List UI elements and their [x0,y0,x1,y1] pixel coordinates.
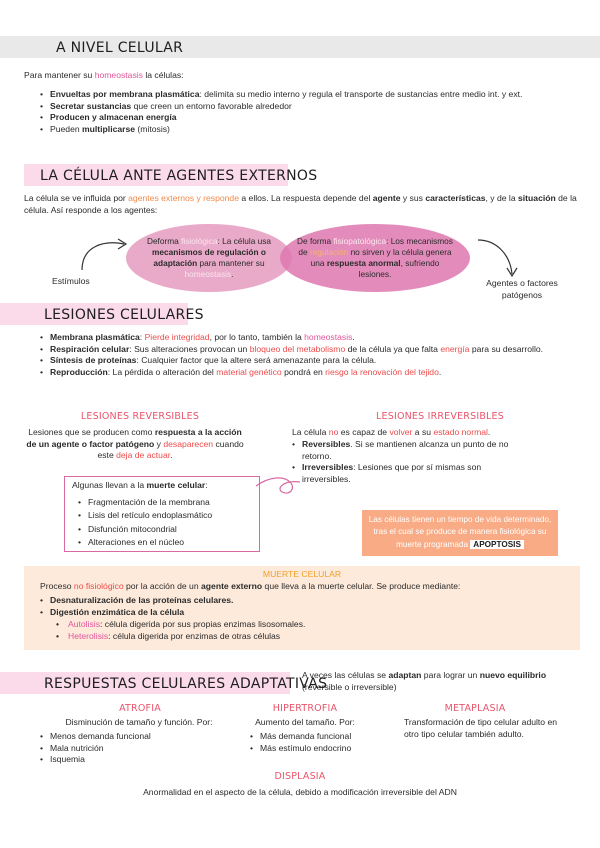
list-item: • Lisis del retículo endoplasmático [78,509,256,522]
reversibles-text: Lesiones que se producen como respuesta a la acción de un agente o factor patógeno y desaparecen cuando este deja de actuar. [26,427,244,461]
list-item: • Digestión enzimática de la célula [40,607,560,619]
list-item: • ◦ Heterolisis: célula digerida por enzimas de otras células [56,631,556,643]
list-item: • Más demanda funcional [250,731,400,743]
estimulos-label: Estímulos [52,276,90,286]
hipertrofia-title: HIPERTROFIA [272,703,338,714]
list-item: • Secretar sustancias que creen un entorno favorable alrededor [40,101,560,113]
digestion-types-list [56,619,556,642]
atrofia-desc: Disminución de tamaño y función. Por: [65,717,213,727]
list-item: • Menos demanda funcional [40,731,220,743]
irreversibles-title: LESIONES IRREVERSIBLES [376,411,504,422]
list-item: • Envueltas por membrana plasmática: delimita su medio interno y regula el transporte de sustancias entre medio int. y ext. [40,89,560,101]
adaptativas-side-text: A veces las células se adaptan para lograr un nuevo equilibrio (reversible o irreversible) [302,670,547,692]
muerte-celular-text: Proceso no fisiológico por la acción de un agente externo que lleva a la muerte celular. Se produce mediante: [40,581,461,591]
intro-text: Para mantener su homeostasis la células: [24,70,184,80]
apoptosis-box: Las células tienen un tiempo de vida determinado, tras el cual se produce de manera fisiológica su muerte programada APOPTOSIS [362,510,558,556]
reversibles-title: LESIONES REVERSIBLES [80,411,200,422]
list-item: • Isquemia [40,754,220,766]
atrofia-list [40,731,220,766]
agentes-label: Agentes o factores patógenos [486,278,558,300]
list-item: • Reproducción: La pérdida o alteración del material genético pondrá en riesgo la renovación del tejido. [40,367,580,379]
list-item: • Reversibles. Si se mantienen alcanza un punto de no retorno. [292,439,528,462]
list-item: • Alteraciones en el núcleo [78,536,256,549]
list-item: • Respiración celular: Sus alteraciones provocan un bloqueo del metabolismo de la célula ya que falta energía para su desarrollo. [40,344,580,356]
cell-features-list [40,89,560,135]
list-item: • Mala nutrición [40,743,220,755]
displasia-title: DISPLASIA [274,771,326,782]
muerte-mechanisms-list [40,595,560,618]
section-title-lesiones: LESIONES CELULARES [44,307,204,323]
connector-curl [254,472,304,502]
list-item: • Membrana plasmática: Pierde integridad, por lo tanto, también la homeostasis. [40,332,580,344]
list-item: • Más estímulo endocrino [250,743,400,755]
hipertrofia-desc: Aumento del tamaño. Por: [255,717,355,727]
list-item: • Fragmentación de la membrana [78,496,256,509]
metaplasia-desc: Transformación de tipo celular adulto en otro tipo celular también adulto. [404,717,558,739]
section-title-agentes: LA CÉLULA ANTE AGENTES EXTERNOS [40,168,318,184]
pathophysiological-ellipse: De forma fisiopatológica: Los mecanismos de regulación no sirven y la célula genera una respuesta anormal, sufriendo lesiones. [280,224,470,292]
irreversibles-list [292,439,528,485]
muerte-celular-title: MUERTE CELULAR [262,569,342,579]
list-item: • Desnaturalización de las proteínas celulares. [40,595,560,607]
list-item: • Pueden multiplicarse (mitosis) [40,124,560,136]
section-title-adaptativas: RESPUESTAS CELULARES ADAPTATIVAS [44,676,328,692]
agentes-paragraph: La célula se ve influida por agentes externos y responde a ellos. La respuesta depende del agente y sus características, y de la situación de la célula. Así responde a los agentes: [24,193,577,215]
muerte-causes-intro: Algunas llevan a la muerte celular: [72,480,208,490]
muerte-causes-list [78,496,256,549]
displasia-desc: Anormalidad en el aspecto de la célula, debido a modificación irreversible del ADN [143,787,457,797]
metaplasia-title: METAPLASIA [444,703,506,714]
atrofia-title: ATROFIA [119,703,161,714]
left-arrow-curve [82,243,124,270]
list-item: • Disfunción mitocondrial [78,523,256,536]
list-item: • Irreversibles: Lesiones que por sí mismas son irreversibles. [292,462,528,485]
section-title-nivel-celular: A NIVEL CELULAR [56,40,184,56]
list-item: • Producen y almacenan energía [40,112,560,124]
list-item: • ◦ Autolisis: célula digerida por sus propias enzimas lisosomales. [56,619,556,631]
physiological-ellipse: Deforma fisiológica: La célula usa mecanismos de regulación o adaptación para mantener su homeostasis. [126,224,292,292]
irreversibles-intro: La célula no es capaz de volver a su estado normal. [292,427,491,437]
lesiones-list [40,332,580,378]
homeostasis-highlight: homeostasis [94,70,143,80]
hipertrofia-list [250,731,400,754]
list-item: • Síntesis de proteínas: Cualquier factor que la altere será amenazante para la célula. [40,355,580,367]
apoptosis-word: APOPTOSIS [470,540,524,549]
